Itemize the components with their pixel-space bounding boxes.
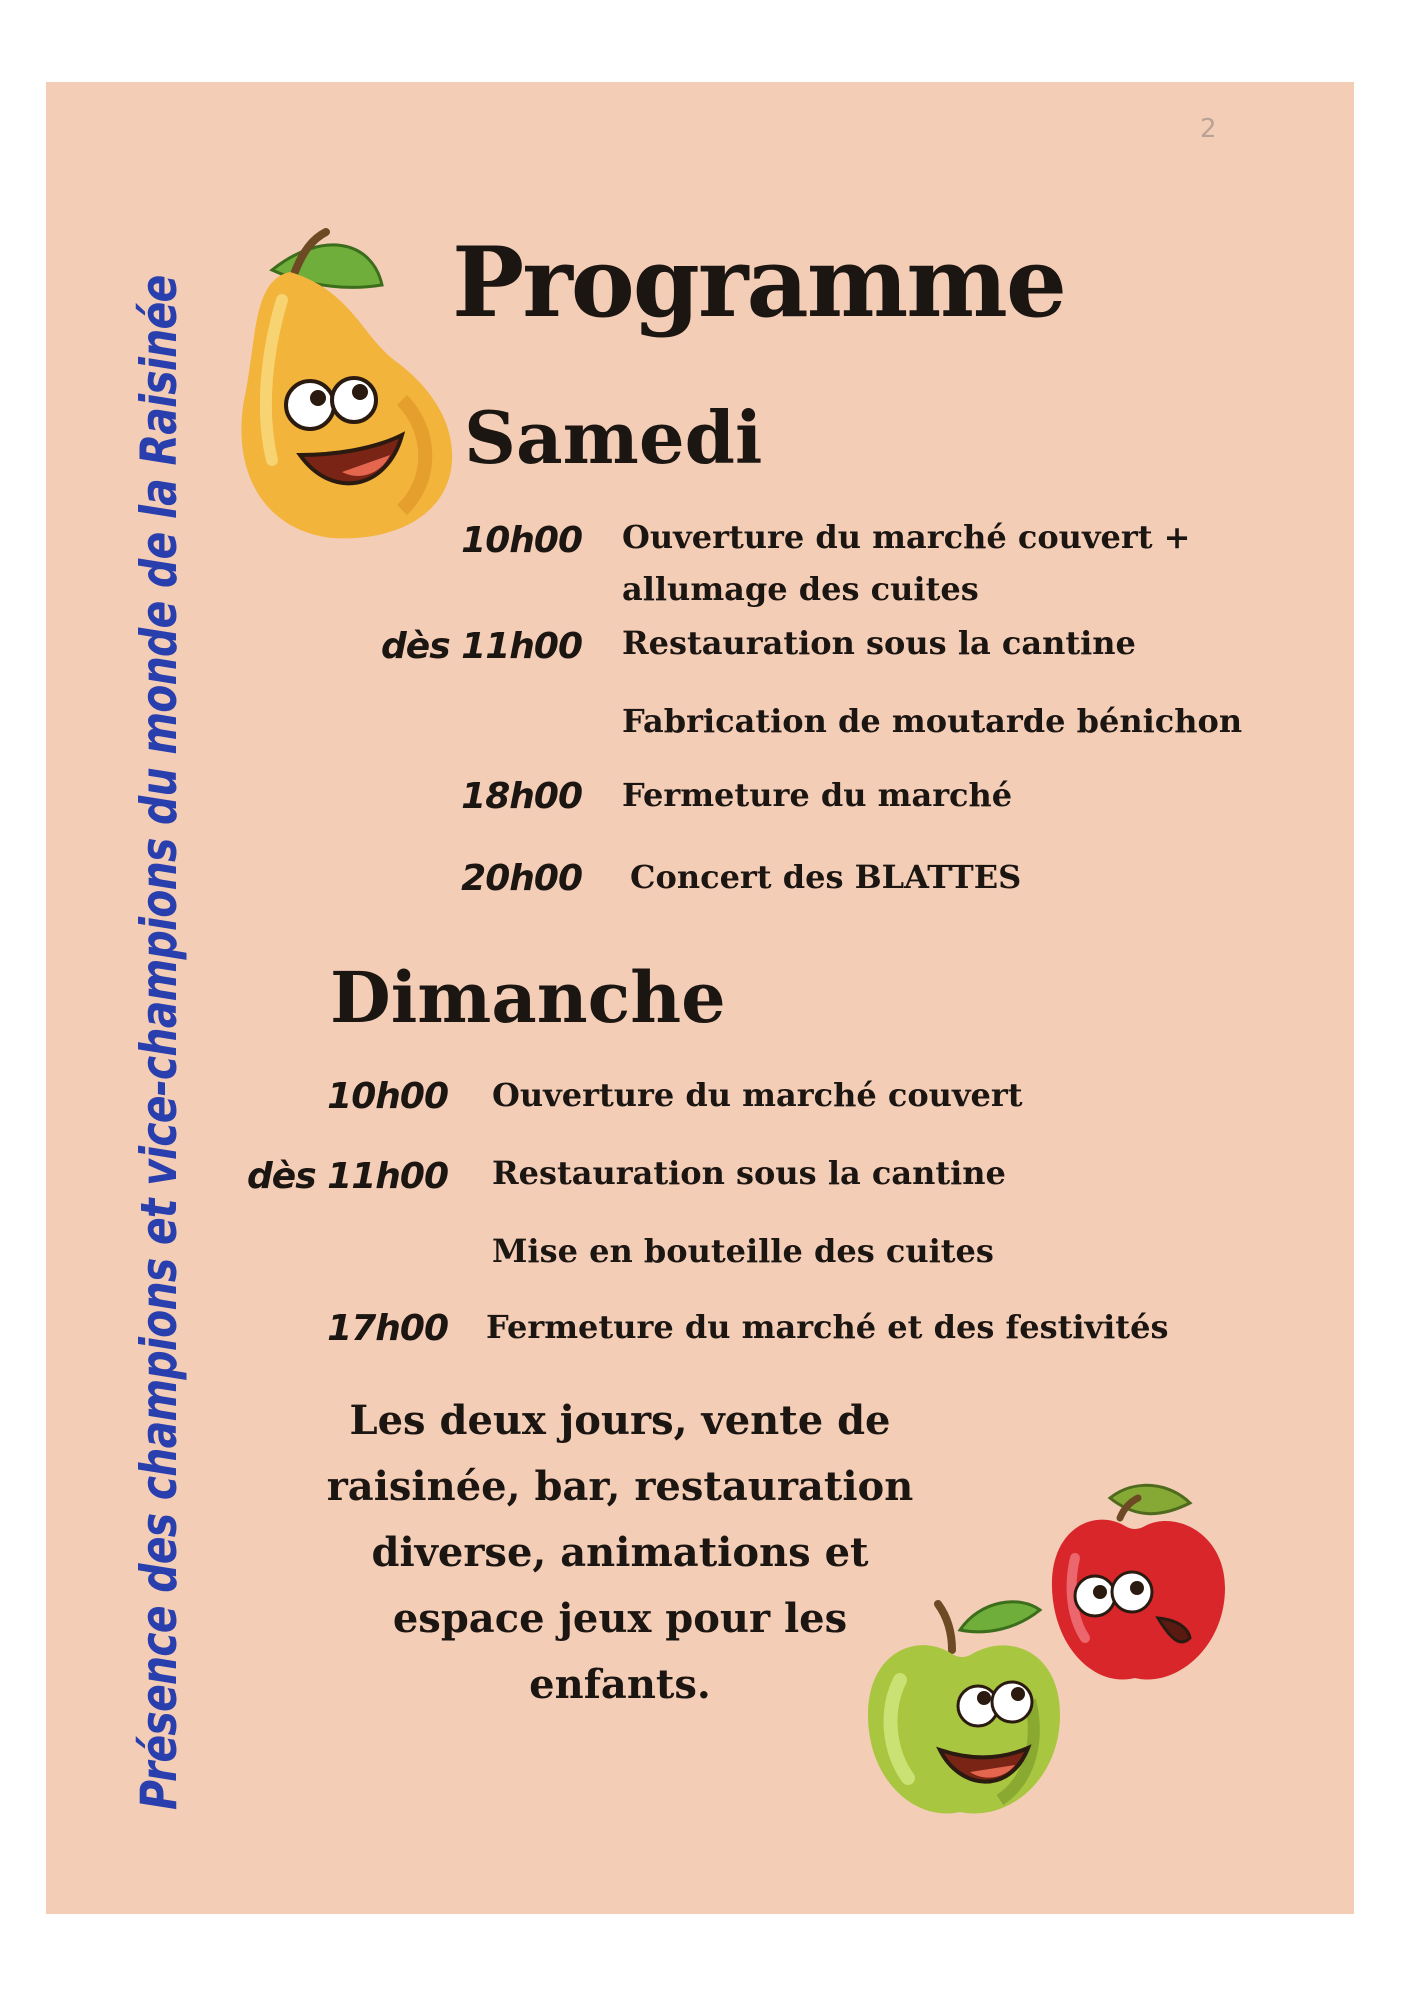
saturday-activity-3: Fabrication de moutarde bénichon [622, 702, 1243, 740]
sunday-heading: Dimanche [330, 956, 726, 1039]
saturday-activity-1b: allumage des cuites [622, 570, 979, 608]
sunday-activity-2: Restauration sous la cantine [492, 1154, 1006, 1192]
saturday-heading: Samedi [464, 395, 763, 480]
side-banner [124, 210, 214, 1810]
bottom-line-5: enfants. [529, 1661, 711, 1708]
saturday-activity-2: Restauration sous la cantine [622, 624, 1136, 662]
green-apple-icon [860, 1590, 1070, 1830]
side-banner-text: Présence des champions et vice-champions du monde de la Raisinée [130, 275, 188, 1810]
sunday-time-4: 17h00 [327, 1308, 448, 1349]
saturday-time-5: 20h00 [461, 858, 582, 899]
sunday-time-2: dès 11h00 [247, 1156, 448, 1197]
saturday-activity-1a: Ouverture du marché couvert + [622, 518, 1191, 556]
red-apple-icon [1040, 1478, 1240, 1708]
bottom-line-2: raisinée, bar, restauration [326, 1463, 914, 1510]
saturday-time-4: 18h00 [461, 776, 582, 817]
saturday-activity-5: Concert des BLATTES [630, 858, 1022, 896]
bottom-line-4: espace jeux pour les [392, 1595, 848, 1642]
bottom-line-1: Les deux jours, vente de [349, 1397, 891, 1444]
program-title: Programme [452, 226, 1065, 339]
saturday-time-1: 10h00 [461, 520, 582, 561]
sunday-activity-4: Fermeture du marché et des festivités [486, 1308, 1169, 1346]
sunday-activity-3: Mise en bouteille des cuites [492, 1232, 994, 1270]
bottom-line-3: diverse, animations et [371, 1529, 869, 1576]
saturday-time-2: dès 11h00 [381, 626, 582, 667]
pear-icon [222, 210, 472, 550]
sunday-time-1: 10h00 [327, 1076, 448, 1117]
bottom-announcement [290, 1388, 950, 1718]
saturday-activity-4: Fermeture du marché [622, 776, 1013, 814]
corner-page-mark: 2 [1200, 114, 1217, 144]
sunday-activity-1: Ouverture du marché couvert [492, 1076, 1023, 1114]
